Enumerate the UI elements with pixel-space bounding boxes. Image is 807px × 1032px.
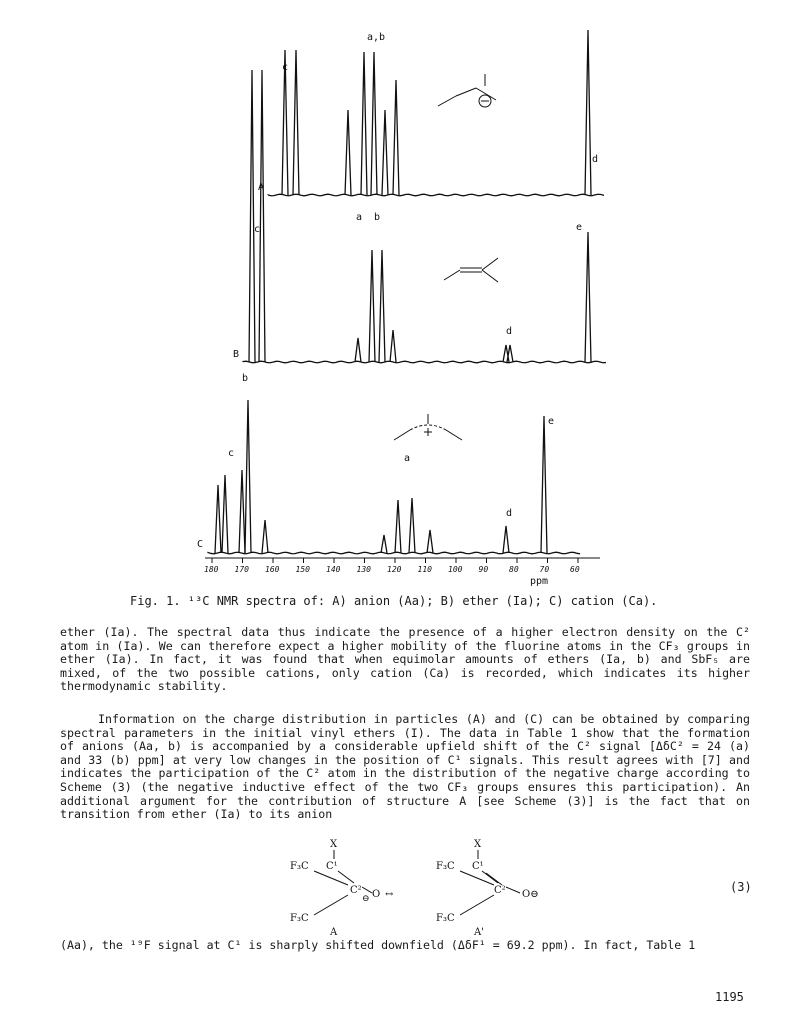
scheme-label-a-prime: A' (474, 927, 484, 935)
peak-label-panel-c-1: c (228, 448, 235, 459)
peak-panel-b-2 (355, 338, 361, 362)
peak-label-panel-b-1: a (356, 212, 363, 223)
peak-label-panel-a-0: c (282, 62, 289, 73)
peak-panel-c-1 (222, 475, 228, 553)
peak-panel-a-5 (382, 110, 388, 195)
paragraph-3: (Aa), the ¹⁹F signal at C¹ is sharply shifted downfield (ΔδF¹ = 69.2 ppm). In fact, Table 1 (60, 938, 696, 952)
x-tick-label-140: 140 (326, 565, 341, 574)
x-tick-label-100: 100 (448, 565, 463, 574)
x-tick-label-170: 170 (234, 565, 249, 574)
peak-panel-c-3 (245, 400, 251, 553)
x-tick-label-90: 90 (478, 565, 489, 574)
peak-label-panel-c-4: e (548, 416, 555, 427)
svg-text:F₃C: F₃C (290, 913, 309, 924)
baseline-panel-b (243, 361, 606, 363)
paragraph-1: ether (Ia). The spectral data thus indicate the presence of a higher electron density on the C² atom in (Ia). We can therefore expect a higher mobility of the fluorine atoms in the CF₃ groups in ether (Ia). In fact, it was found that when equimolar amounts of ethers (Ia, b) and SbF₅ are mixed, of the two possible cations, only cation (Ca) is recorded, which indicates its higher thermodynamic stability. (60, 625, 750, 694)
peak-label-panel-c-0: b (242, 373, 249, 384)
structure-inset-a (438, 74, 496, 107)
svg-text:F₃C: F₃C (436, 913, 455, 924)
svg-text:O⊖: O⊖ (522, 889, 539, 900)
x-tick-label-60: 60 (570, 565, 580, 574)
panel-label-b: B (233, 349, 240, 360)
baseline-panel-a (268, 194, 604, 196)
svg-text:C¹: C¹ (326, 861, 338, 872)
peak-panel-c-5 (381, 535, 387, 553)
peak-panel-c-2 (239, 470, 245, 553)
x-tick-label-70: 70 (539, 565, 550, 574)
panel-label-a: A (258, 182, 265, 193)
svg-text:O: O (372, 889, 381, 900)
peak-panel-a-6 (393, 80, 399, 195)
svg-text:C²: C² (494, 885, 506, 896)
peak-panel-b-8 (585, 232, 591, 362)
peak-panel-c-0 (215, 485, 221, 553)
peak-label-panel-b-0: c (254, 224, 261, 235)
page-number: 1195 (715, 990, 744, 1004)
svg-text:C²: C² (350, 885, 362, 896)
x-tick-label-160: 160 (265, 565, 280, 574)
scheme-3 (290, 835, 630, 935)
x-tick-label-130: 130 (356, 565, 371, 574)
peak-panel-c-6 (395, 500, 401, 553)
svg-text:C¹: C¹ (472, 861, 484, 872)
peak-panel-c-10 (541, 416, 547, 553)
spectrum-panel-c (208, 400, 580, 554)
ppm-axis (204, 558, 600, 587)
peak-label-panel-b-4: e (576, 222, 583, 233)
peak-panel-c-4 (262, 520, 268, 553)
peak-panel-c-7 (409, 498, 415, 553)
x-tick-label-80: 80 (509, 565, 519, 574)
x-axis-unit: ppm (530, 576, 549, 587)
peak-panel-b-3 (369, 250, 375, 362)
peak-panel-b-1 (259, 70, 265, 362)
peak-label-panel-b-3: d (506, 326, 513, 337)
panel-label-c: C (197, 539, 204, 550)
peak-panel-c-9 (503, 526, 509, 553)
x-tick-label-120: 120 (387, 565, 402, 574)
spectrum-panel-a (268, 30, 604, 196)
svg-text:↔: ↔ (385, 889, 394, 900)
figure-caption: Fig. 1. ¹³C NMR spectra of: A) anion (Aa); B) ether (Ia); C) cation (Ca). (130, 594, 658, 608)
scheme-x-right: X (474, 839, 482, 850)
svg-text:F₃C: F₃C (436, 861, 455, 872)
peak-label-panel-c-2: a (404, 453, 411, 464)
peak-label-panel-a-2: d (592, 154, 599, 165)
peak-panel-a-2 (345, 110, 351, 195)
peak-panel-b-0 (249, 70, 255, 362)
peak-panel-a-1 (293, 50, 299, 195)
paragraph-2: Information on the charge distribution in particles (A) and (C) can be obtained by comparing spectral parameters in the initial vinyl ethers (I). The data in Table 1 show that the formation of anions (Aa, b) is accompanied by a considerable upfield shift of the C² signal [ΔδC² = 24 (a) and 33 (b) ppm] at very low changes in the position of C¹ signals. This result agrees with [7] and indicates the participation of the C² atom in the distribution of the negative charge according to Scheme (3) (the negative inductive effect of the two CF₃ groups ensures this participation). An additional argument for the contribution of structure A [see Scheme (3)] is the fact that on transition from ether (Ia) to its anion (60, 712, 750, 822)
structure-inset-c (394, 414, 462, 440)
peak-panel-b-7 (507, 345, 513, 362)
structure-inset-b (444, 258, 498, 282)
peak-panel-a-4 (371, 52, 377, 195)
x-tick-label-150: 150 (295, 565, 310, 574)
peak-panel-b-4 (379, 250, 385, 362)
peak-label-panel-a-1: a,b (367, 32, 386, 43)
peak-label-panel-c-3: d (506, 508, 513, 519)
scheme-label-a: A (330, 927, 338, 935)
x-tick-label-180: 180 (204, 565, 219, 574)
scheme-x-left: X (330, 839, 338, 850)
peak-label-panel-b-2: b (374, 212, 381, 223)
peak-panel-c-8 (427, 530, 433, 553)
x-tick-label-110: 110 (417, 565, 432, 574)
peak-panel-b-5 (390, 330, 396, 362)
svg-text:⊖: ⊖ (362, 894, 370, 904)
peak-panel-a-3 (361, 52, 367, 195)
scheme-number: (3) (730, 880, 752, 894)
svg-text:F₃C: F₃C (290, 861, 309, 872)
baseline-panel-c (208, 552, 580, 554)
peak-panel-a-7 (585, 30, 591, 195)
